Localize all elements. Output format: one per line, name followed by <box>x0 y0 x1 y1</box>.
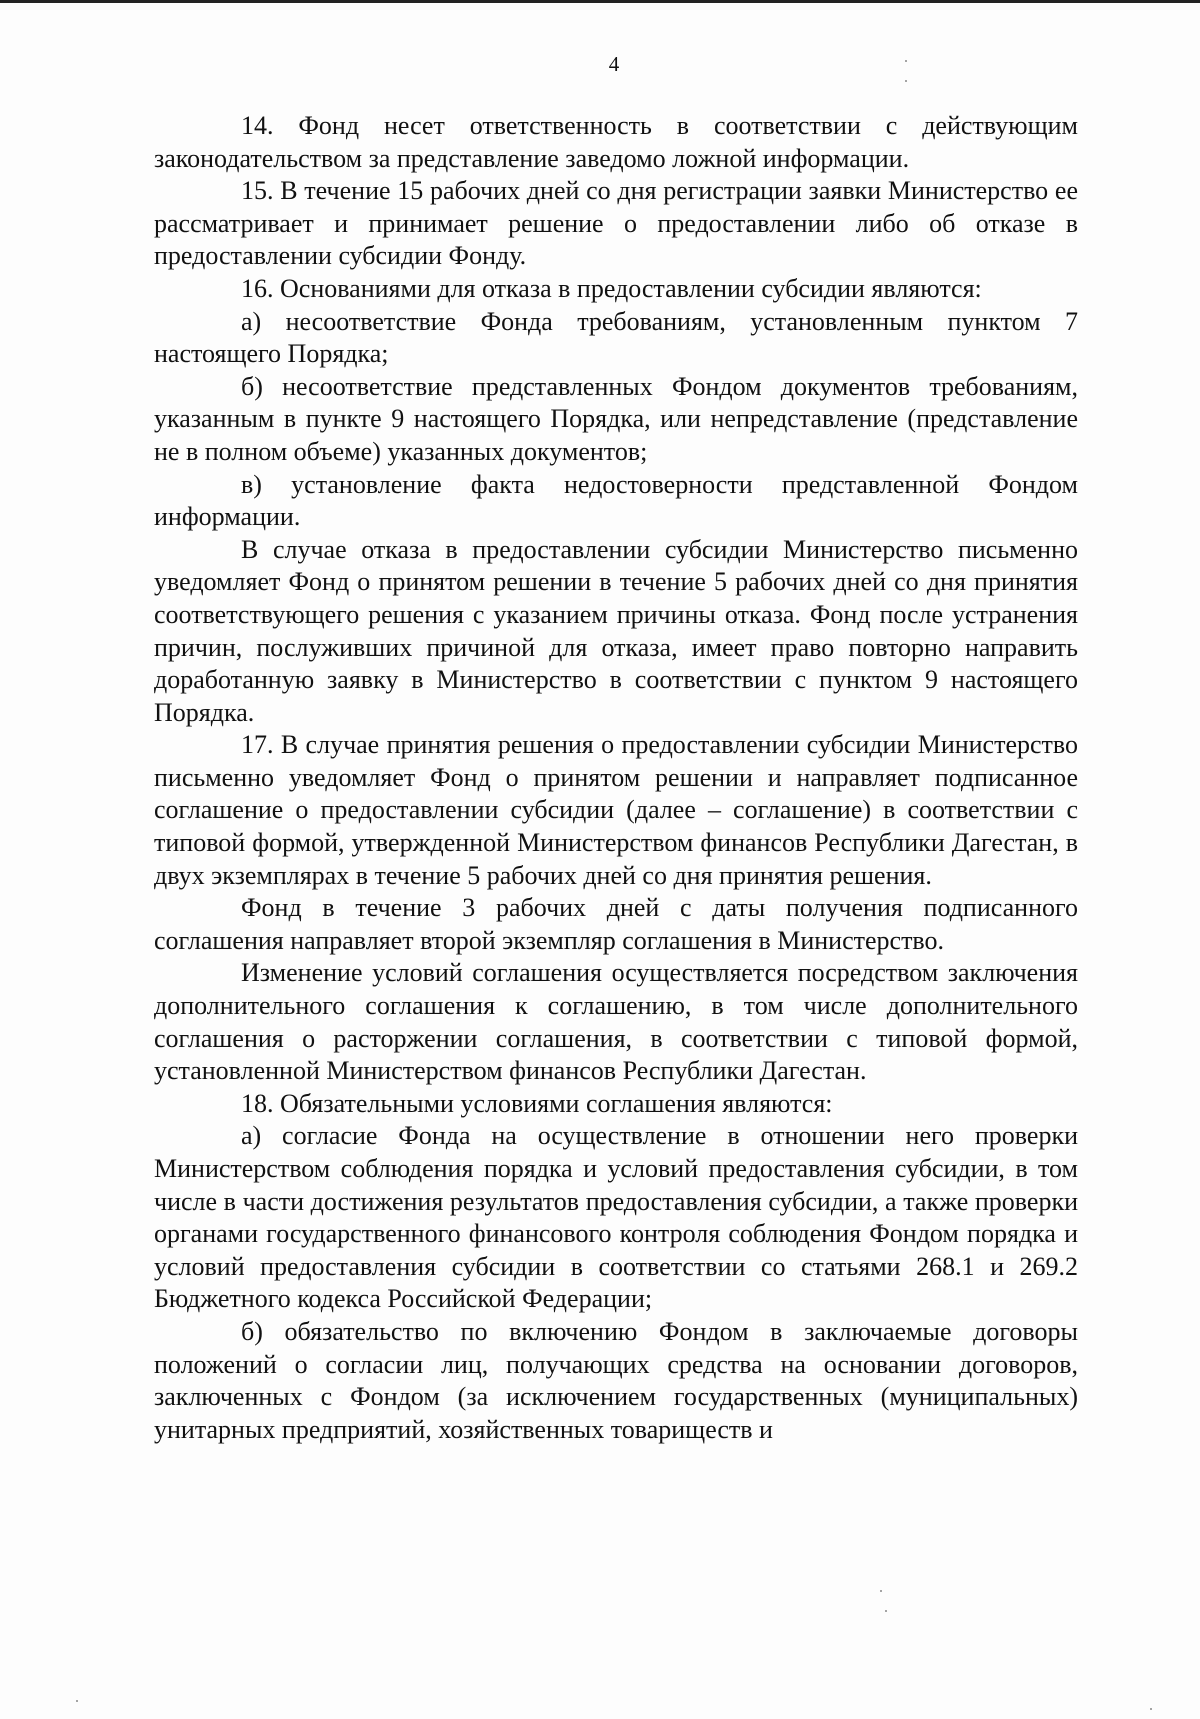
scan-speck <box>885 1610 887 1612</box>
paragraph-15: 15. В течение 15 рабочих дней со дня регистрации заявки Министерство ее рассматривает и принимает решение о предоставлении либо об отказе в предоставлении субсидии Фонду. <box>154 176 1078 271</box>
paragraph-18-a: а) согласие Фонда на осуществление в отношении него проверки Министерством соблюдения порядка и условий предоставления субсидии, в том числе в части достижения результатов предоставления субсидии, а также проверки органами государственного финансового контроля соблюдения Фондом порядка и условий предоставления субсидии в соответствии со статьями 268.1 и 269.2 Бюджетного кодекса Российской Федерации; <box>154 1121 1078 1314</box>
paragraph-18: 18. Обязательными условиями соглашения являются: <box>241 1088 833 1118</box>
paragraph-14: 14. Фонд несет ответственность в соответствии с действующим законодательством за представление заведомо ложной информации. <box>154 111 1078 173</box>
paragraph-agreement-change: Изменение условий соглашения осуществляется посредством заключения дополнительного соглашения к соглашению, в том числе дополнительного соглашения о расторжении соглашения, в соответствии с типовой формой, установленной Министерством финансов Республики Дагестан. <box>154 958 1078 1086</box>
paragraph-18-b: б) обязательство по включению Фондом в заключаемые договоры положений о согласии лиц, получающих средства на основании договоров, заключенных с Фондом (за исключением государственных (муниципальных) унитарных предприятий, хозяйственных товариществ и <box>154 1316 1078 1444</box>
paragraph-16: 16. Основаниями для отказа в предоставлении субсидии являются: <box>241 273 982 303</box>
scan-speck <box>905 80 907 82</box>
document-body <box>154 110 1078 1446</box>
scan-top-edge <box>0 0 1200 3</box>
scan-speck <box>905 60 907 62</box>
paragraph-16-a: а) несоответствие Фонда требованиям, установленным пунктом 7 настоящего Порядка; <box>154 306 1078 369</box>
scan-speck <box>1150 1708 1152 1710</box>
paragraph-17: 17. В случае принятия решения о предоставлении субсидии Министерство письменно уведомляет Фонд о принятом решении и направляет подписанное соглашение о предоставлении субсидии (далее – соглашение) в соответствии с типовой формой, утвержденной Министерством финансов Республики Дагестан, в двух экземплярах в течение 5 рабочих дней со дня принятия решения. <box>154 730 1078 890</box>
paragraph-16-b: б) несоответствие представленных Фондом документов требованиям, указанным в пункте 9 настоящего Порядка, или непредставление (представление не в полном объеме) указанных документов; <box>154 371 1078 466</box>
page-number: 4 <box>608 52 620 76</box>
scan-speck <box>880 1590 882 1592</box>
paragraph-16-v: в) установление факта недостоверности представленной Фондом информации. <box>154 469 1078 532</box>
paragraph-refusal-notice: В случае отказа в предоставлении субсидии Министерство письменно уведомляет Фонд о принятом решении в течение 5 рабочих дней со дня принятия соответствующего решения с указанием причины отказа. Фонд после устранения причин, послуживших причиной для отказа, имеет право повторно направить доработанную заявку в Министерство в соответствии с пунктом 9 настоящего Порядка. <box>154 534 1078 727</box>
paragraph-agreement-return: Фонд в течение 3 рабочих дней с даты получения подписанного соглашения направляет второй экземпляр соглашения в Министерство. <box>154 893 1078 955</box>
scan-speck <box>76 1700 78 1702</box>
